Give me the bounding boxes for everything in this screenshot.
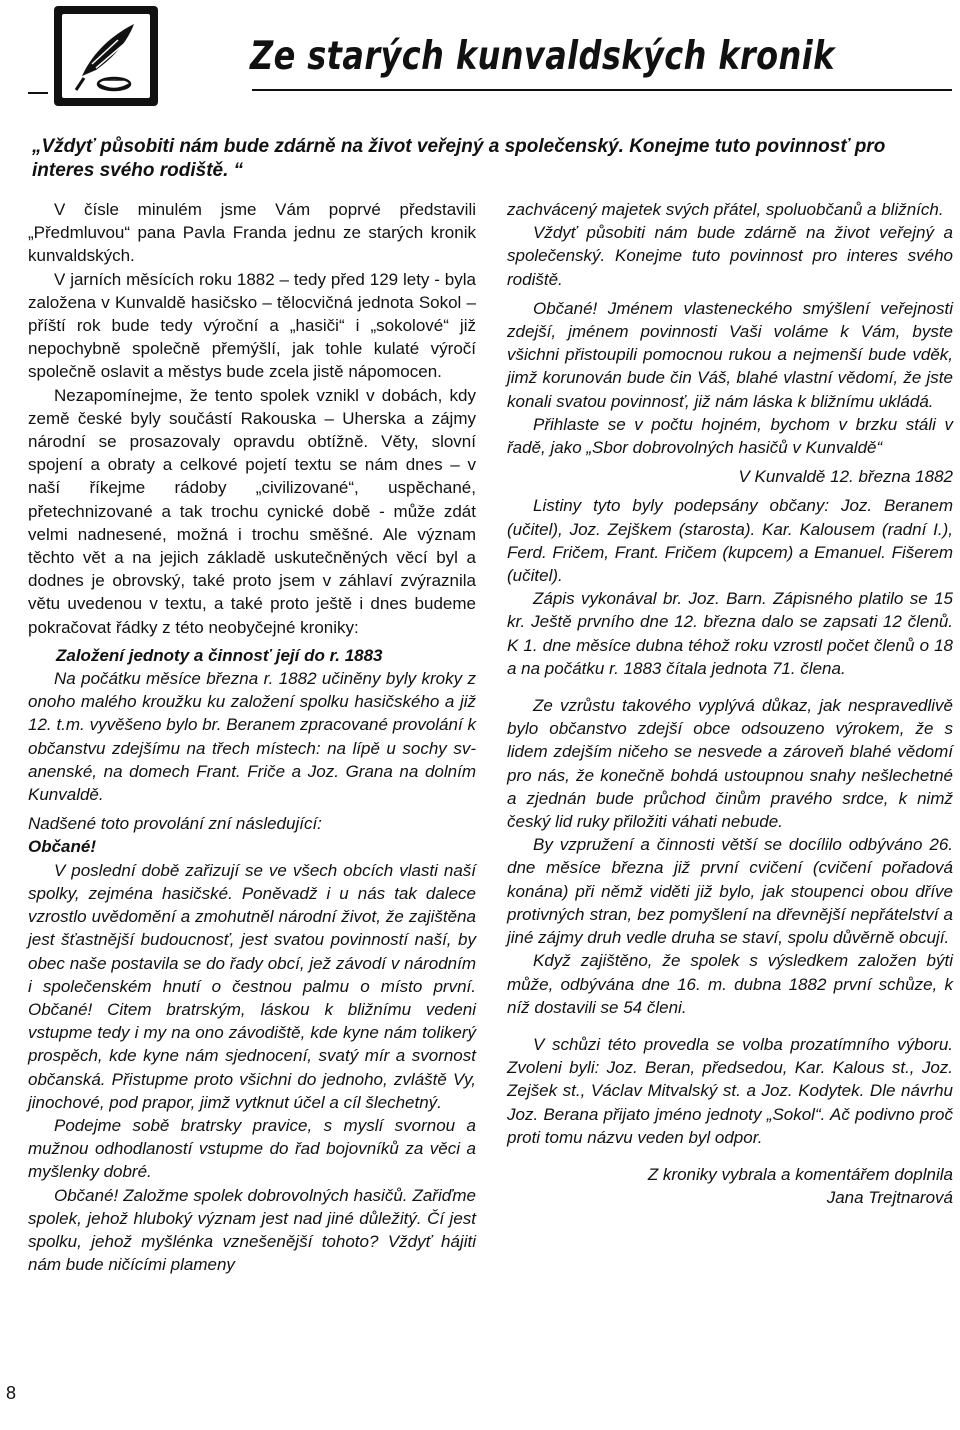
paragraph: Když zajištěno, že spolek s výsledkem založen býti může, odbývána dne 16. m. dubna 1882 první schůze, k níž dostavili se 54 členi. [507, 951, 953, 1017]
page-header [0, 0, 960, 120]
paragraph: V schůzi této provedla se volba prozatímního výboru. Zvoleni byli: Joz. Beran, předsedou, Kar. Kalous st., Joz. Zejšek st., Václav Mitvalský st. a Joz. Kodytek. Dle návrhu Joz. Berana přijato jméno jednoty „Sokol“. Ač podivno proč proti tomu názvu veden byl odpor. [507, 1034, 953, 1147]
header-rule-left [28, 92, 48, 94]
paragraph: Občané! Založme spolek dobrovolných hasičů. Zařiďme spolek, jehož hluboký význam jest nad jiné důležitý. Čí jest spolku, jehož myšlénka vznešenější tohoto? Vždyť hájiti nám bude ničícími plameny [28, 1185, 476, 1275]
paragraph: V jarních měsících roku 1882 – tedy před 129 lety - byla založena v Kunvaldě hasičsko – tělocvičná jednota Sokol – příští rok bude tedy výroční a „hasiči“ i „sokolové“ již nepochybně společně přemýšlí, jak tohle kulaté výročí společně oslavit a městys bude zcela jistě nápomocen. [28, 269, 476, 382]
paragraph: Na počátku měsíce března r. 1882 učiněny byly kroky z onoho malého kroužku ku založení spolku hasičského a již 12. t.m. vyvěšeno bylo br. Beranem zpracované provolání k občanstvu zdejšímu na třech místech: na lípě u sochy sv-anenské, na domech Frant. Friče a Joz. Grana na dolním Kunvaldě. [28, 669, 476, 805]
paragraph: Vždyť působiti nám bude zdárně na život veřejný a společenský. Konejme tuto povinnost pro interes svého rodiště. [507, 223, 953, 289]
paragraph: By vzpružení a činnosti větší se docílilo odbývánο 26. dne měsíce března již první cvičení (cvičení pořadová konána) při němž viděti již bylo, jak stoupenci obou dříve protivných stran, bez pomyšlení na dřevnější nepřátelství a jiné zájmy druh vedle druha se staví, spolu důvěrně obcují. [507, 835, 953, 948]
paragraph: Občané! [28, 837, 97, 857]
paragraph: Občané! Jménem vlasteneckého smýšlení veřejnosti zdejší, jménem povinnosti Vaši voláme k Vám, byste všichni přistoupili pomocnou rukou a nejmenší bude vděk, jimž korunován bude čin Váš, blahé vlastní vědomí, že jste konali svatou povinnosť, již nám láska k bližnímu ukládá. [507, 298, 953, 411]
paragraph: Listiny tyto byly podepsány občany: Joz. Beranem (učitel), Joz. Zejškem (starosta). Kar. Kalousem (radní I.), Ferd. Fričem, Frant. Fričem (kupcem) a Emanuel. Fišerem (učitel). [507, 496, 953, 586]
quill-inkwell-icon [62, 14, 150, 98]
paragraph: Přihlaste se v počtu hojném, bychom v brzku stáli v řadě, jako „Sbor dobrovolných hasičů v Kunvaldě“ [507, 414, 953, 458]
paragraph: V poslední době zařizují se ve všech obcích vlasti naší spolky, zejména hasičské. Poněvadž i u nás tak dalece vzrostlo uvědomění a zmohutněl národní život, že zajištěna jest šťastnější budoucnosť, jest svatou povinností naší, by obec naše postavila se do řady obcí, jež závodí v národním i společenském hnutí o čestnou palmu o místo první. Občané! Citem bratrským, láskou k bližnímu vedeni vstupme tedy i my na ono závodiště, kde kyne nám tolikerý prospěch, kde kyne nám sjednocení, svatý mír a svornost občanská. Přistupme proto všichni do jednoho, zvláště Vy, jinochové, pod prapor, jimž vytknut účel a cíl šlechetný. [28, 860, 476, 1112]
page-title: Ze starých kunvaldských kronik [250, 34, 835, 79]
date-line: V Kunvaldě 12. března 1882 [738, 467, 953, 487]
right-column [507, 198, 953, 1209]
paragraph: Podejme sobě bratrsky pravice, s myslí svornou a mužnou odhodlaností vstupme do řad bojovníků za věci a myšlenky dobré. [28, 1115, 476, 1182]
paragraph: V čísle minulém jsme Vám poprvé představili „Předmluvou“ pana Pavla Franda jednu ze starých kronik kunvaldských. [28, 200, 476, 266]
page-number: 8 [6, 1383, 17, 1403]
paragraph: Nezapomínejme, že tento spolek vznikl v dobách, kdy země české byly součástí Rakouska – Uherska a zájmy národní se prosazovaly opravdu obtížně. Věty, slovní spojení a obraty a celkové pojetí textu se nám dnes – v naší říkejme rádoby „civilizované“, uspěchané, přetechnizované a tak trochu cynické době - může zdát velmi nadnesené, možná i trochu směšné. Ale význam těchto vět a na jejich základě uskutečněných věcí byl a dodnes je obrovský, také proto jsem v záhlaví zvýraznila větu uvedenou v textu, a také proto ještě i dnes budeme pokračovat řádky z této neobyčejné kroniky: [28, 385, 476, 637]
paragraph: Zápis vykonával br. Joz. Barn. Zápisného platilo se 15 kr. Ještě prvního dne 12. března dalo se zapsati 12 členů. K 1. dne měsíce dubna téhož roku vzrostl počet členů o 18 a na počátku r. 1883 čítala jednota 71. člena. [507, 589, 953, 678]
header-rule [252, 89, 952, 91]
left-column [28, 198, 476, 1276]
section-heading: Založení jednoty a činnosť její do r. 1883 [56, 645, 383, 665]
signature-line: Z kroniky vybrala a komentářem doplnila [647, 1164, 953, 1184]
paragraph: Ze vzrůstu takového vyplývá důkaz, jak nespravedlivě bylo občanstvo zdejší obce odsouzeno výrokem, že s lidem zdejším ničeho se nesvede a zároveň blahé vědomí pro nás, že konečně bohdá ustoupnou snahy nešlechetné a zjednán bude průchod činům pravého srdce, k nimž český lid ruky přiložiti váhati nebude. [507, 696, 953, 832]
paragraph: zachvácený majetek svých přátel, spoluobčanů a bližních. [507, 200, 944, 219]
motto: „Vždyť působiti nám bude zdárně na život veřejný a společenský. Konejme tuto povinnosť pro interes svého rodiště. “ [32, 136, 886, 181]
logo [54, 6, 158, 106]
paragraph: Nadšené toto provolání zní následující: [28, 814, 322, 834]
author-name: Jana Trejtnarová [826, 1188, 953, 1208]
